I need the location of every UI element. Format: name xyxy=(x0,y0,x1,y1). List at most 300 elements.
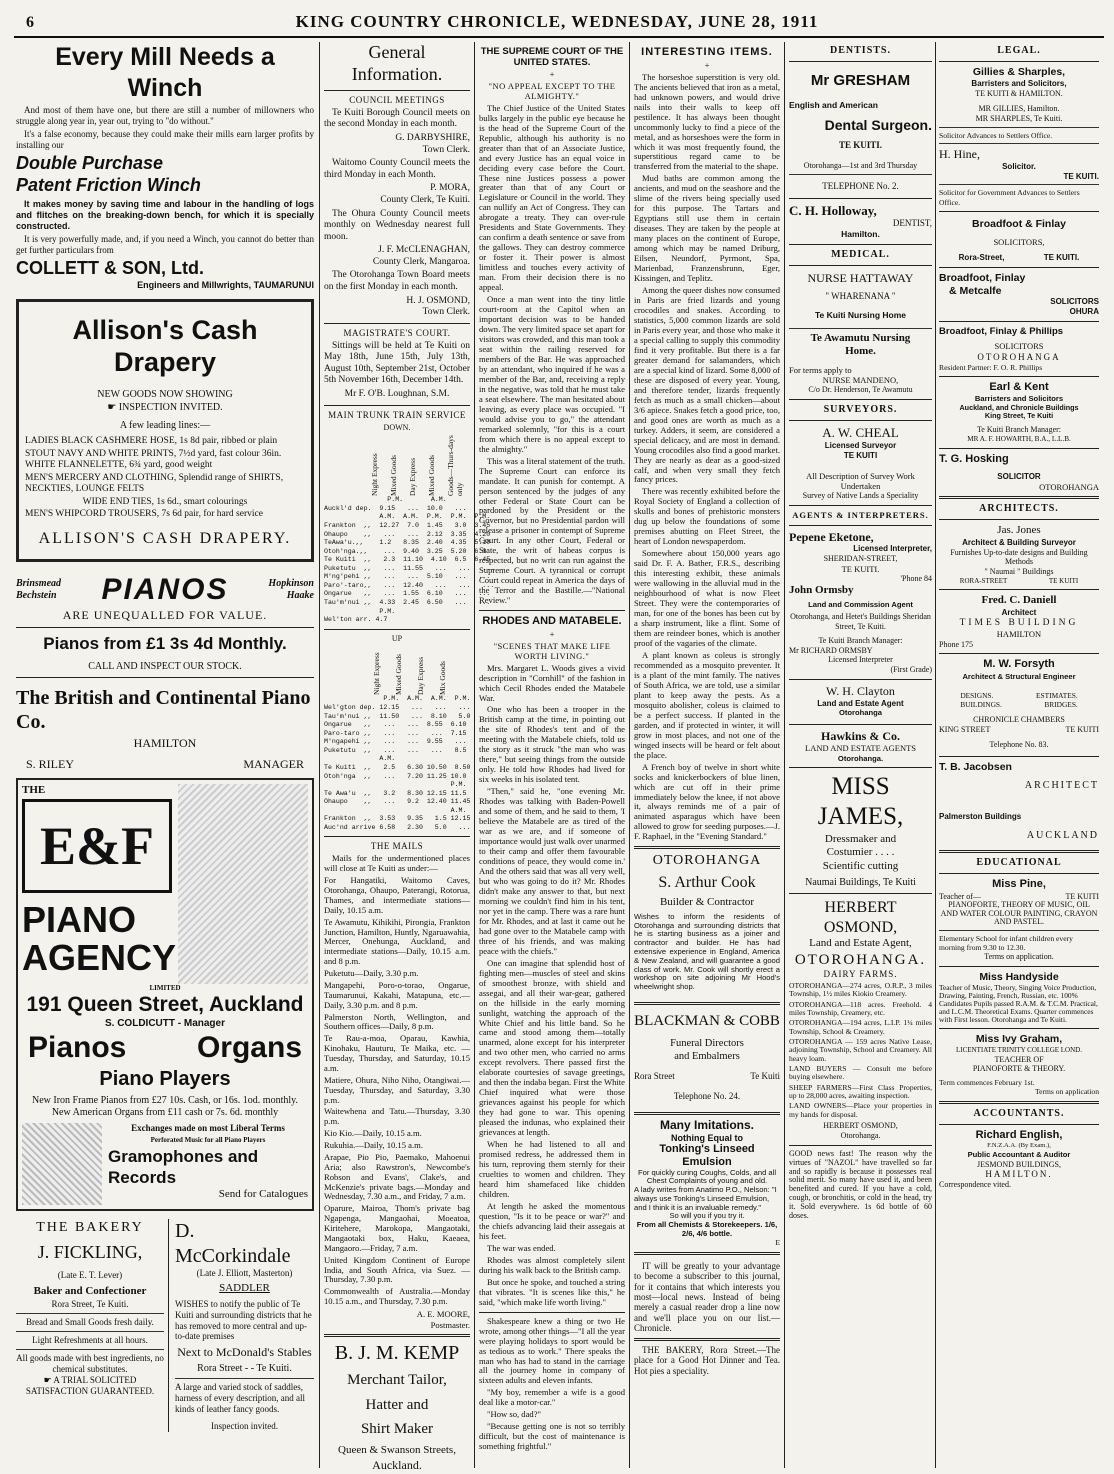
pine-tk: TE KUITI xyxy=(1065,891,1099,901)
kemp-l3: Shirt Maker xyxy=(360,1421,434,1438)
column-rule xyxy=(319,42,320,1468)
mails-sig: A. E. MOORE, xyxy=(416,1309,470,1320)
mc-p: Sittings will be held at Te Kuiti on May 18th, June 15th, July 13th, August 10th, September 21st, October 5th November 16th, December 14th. xyxy=(324,340,470,386)
mi-title: Many Imitations. xyxy=(659,1117,754,1132)
hattaway: NURSE HATTAWAY xyxy=(807,270,914,285)
tanh2: Home. xyxy=(845,345,876,358)
pianos-ad xyxy=(16,572,314,772)
paragraph: This was a literal statement of the truth. The Supreme Court can enforce its mandate. It can punish for contempt. A person sentenced by the judges of any other Federal or State Court can be pardoned by the President or the Governor, but no Presidential pardon will release a prisoner in contempt of Supreme Court. In any other Court, Federal or State, the writ of habeas corpus is respected, but no writ can run against the Supreme Court. A tyrannical or corrupt Court could repeat in America the days of the Terror and the Bastille.—"National Review." xyxy=(479,455,625,606)
masthead xyxy=(0,10,1114,38)
allison-drapery-ad xyxy=(16,299,314,562)
mccorkindale-ad xyxy=(169,1219,314,1432)
bakery-goods: All goods made with best ingredients, no chemical substitutes. xyxy=(16,1352,164,1374)
english: Richard English, xyxy=(975,1128,1063,1141)
forsyth: M. W. Forsyth xyxy=(983,658,1055,671)
mcc-rora: Rora Street - - Te Kuiti. xyxy=(197,1363,292,1375)
farms-list xyxy=(789,982,932,1119)
tk1: TE KUITI. xyxy=(838,139,882,150)
gillies-l5: Solicitor Advances to Settlers Office. xyxy=(939,130,1053,140)
bf1-tk: TE KUITI. xyxy=(1043,253,1080,263)
bcp-city: HAMILTON xyxy=(133,736,197,751)
up-header: Night Express xyxy=(372,652,381,696)
down-header: Day Express xyxy=(408,458,417,497)
james-l1: Dressmaker and xyxy=(824,832,897,845)
up-label: UP xyxy=(391,633,403,643)
ef-pianos: Pianos xyxy=(28,1031,127,1065)
bfm1: Broadfoot, Finlay xyxy=(939,271,1026,284)
ef-the: THE xyxy=(22,783,46,796)
column-rule xyxy=(629,42,630,1468)
page-number: 6 xyxy=(26,14,34,31)
bakery-trade: Baker and Confectioner xyxy=(33,1285,147,1298)
paragraph: Somewhere about 150,000 years ago said Dr. F. A. Bather, F.R.S., describing this interesting exhibit, these animals were wallowing in the alluvial mud in the neighbourhood of what is now Fleet Street. They were the contemporaries of man, for one of the bones has been cut by a sharp instrument, like a flint. Some of them are reindeer bones, which is another proof of the vagaries of the climate. xyxy=(634,548,780,648)
allison-title: Allison's Cash Drapery xyxy=(72,314,258,378)
graham: Miss Ivy Graham, xyxy=(975,1033,1063,1046)
bakery-bread: Bread and Small Goods fresh daily. xyxy=(26,1316,154,1327)
licint: Licensed Interpreter, xyxy=(853,544,932,554)
column-advertisements xyxy=(16,42,314,1468)
ii-body xyxy=(634,73,780,843)
sc-sub: "NO APPEAL EXCEPT TO THE ALMIGHTY." xyxy=(488,81,616,101)
cook-town: OTOROHANGA xyxy=(652,853,762,869)
survey-work: All Description of Survey Work xyxy=(806,470,915,481)
cm3-sig: J. F. McCLENAGHAN, xyxy=(378,245,470,256)
allison-footer: ALLISON'S CASH DRAPERY. xyxy=(38,530,292,548)
mc-sig: Mr F. O'B. Loughnan, S.M. xyxy=(344,388,450,399)
list-item: LADIES BLACK CASHMERE HOSE, 1s 8d pair, ribbed or plain xyxy=(25,435,278,446)
paragraph: LAND BUYERS — Consult me before buying elsewhere. xyxy=(789,1064,932,1082)
down-header: Mixed Goods xyxy=(389,455,398,497)
daniell: Fred. C. Daniell xyxy=(981,594,1057,607)
agents-title: AGENTS & INTERPRETERS. xyxy=(792,510,929,521)
english-b: JESMOND BUILDINGS, xyxy=(976,1159,1061,1169)
handyside-l: Teacher of Music, Theory, Singing Voice Production, Drawing, Painting, French, Russian, etc. 100% Candidates Pupils passed R.A.M. & T.C.M. Practical, and L.C.M. Theoretical Exams. Quarter commences with First lesson. Otorohanga and Te Kuiti. xyxy=(939,982,1098,1025)
ek-l2: Auckland, and Chronicle Buildings xyxy=(959,402,1079,412)
column-professional-directory xyxy=(789,42,932,1468)
ef-piano-agency-ad xyxy=(16,778,314,1212)
paragraph: Arapae, Pio Pio, Paemako, Mahoenui Aria; also Rawstron's, Newcombe's Robson and Evans', Clake's, and McKenzie's private bags.—Monday and Wednesday, 7.30 a.m., and Friday, 7 a.m. xyxy=(324,1151,470,1202)
gresham: Mr GRESHAM xyxy=(810,72,911,90)
kemp-city: Auckland. xyxy=(372,1457,422,1472)
palmerston: Palmerston Buildings xyxy=(939,812,1022,822)
paragraph: The horseshoe superstition is very old. The ancients believed that iron as a metal, had unknown powers, and would drive nails into their walls to keep off pestilence. It has always been thought uncommonly lucky to find a piece of the metal, and as horseshoes were the form in which it was most frequently found, the superstitious regard came to be transferred from the material to the shape. xyxy=(634,71,780,172)
bcp-name: The British and Continental Piano Co. xyxy=(16,686,311,734)
tk2: TE KUITI xyxy=(843,451,878,461)
james-addr: Naumai Buildings, Te Kuiti xyxy=(805,877,916,889)
rm-body xyxy=(479,664,625,1308)
english-h: HAMILTON. xyxy=(985,1169,1053,1180)
ef-agency: AGENCY xyxy=(22,936,177,978)
bakery-trial: ☛ A TRIAL SOLICITED xyxy=(43,1374,137,1385)
masthead-title: KING COUNTRY CHRONICLE, WEDNESDAY, JUNE 28, 1911 xyxy=(295,12,819,31)
paragraph: Matiere, Ohura, Niho Niho, Otangiwai.—Tuesday, Thursday, and Saturday, 3.30 p.m. xyxy=(324,1074,470,1105)
dentist: DENTIST, xyxy=(892,218,932,229)
mails-intro: Mails for the undermentioned places will close at Te Kuiti as under:— xyxy=(324,853,470,874)
kemp-ad xyxy=(324,1341,470,1472)
jones-l3: " Naumai " Buildings xyxy=(984,567,1054,577)
joke1: "My boy, remember a wife is a good deal like a motor-car." xyxy=(479,1387,625,1408)
arch-title: ARCHITECTS. xyxy=(979,503,1059,515)
blackman-cobb-ad xyxy=(634,1013,780,1102)
cm-title: COUNCIL MEETINGS xyxy=(349,94,445,105)
paragraph: Rukuhia.—Daily, 10.15 a.m. xyxy=(324,1140,423,1151)
paragraph: Rhodes was almost completely silent during his walk back to the British camp. xyxy=(479,1254,625,1275)
pine-terms: Terms on application. xyxy=(984,952,1054,962)
gillies-l4: MR SHARPLES, Te Kuiti. xyxy=(975,114,1063,124)
mandeno-co: C/o Dr. Henderson, Te Awamutu xyxy=(808,385,913,395)
forsyth-tk: TE KUITI xyxy=(1065,724,1099,734)
cm3-role: County Clerk, Mangaroa. xyxy=(372,256,470,267)
dairy: DAIRY FARMS. xyxy=(823,968,898,979)
tk-branch: Te Kuiti Branch Manager: xyxy=(818,635,903,645)
cm4-role: Town Clerk. xyxy=(422,307,470,318)
pianos-unequalled: ARE UNEQUALLED FOR VALUE. xyxy=(62,608,268,623)
up-timetable: P.M. A.M. A.M. P.M. Wel'gton dep. 12.15 ... ... ... Tau'm'nui ,, 11.50 ... 8.10 5.0 Ongarue ,, ... ... 8.55 6.10 Paro-taro ,, ... ... ... 7.15 M'ngapehi ,, ... ... 9.55 ... Puketutu ,, ... ... ... 8.5 A.M. Te Kuiti ,, 2.5 6.30 10.50 8.50 Otoh'nga ,, ... 7.20 11.25 10.0 P.M. Te Awa'u ,, 3.2 8.30 12.15 11.5 Ohaupo ,, ... 9.2 12.40 11.45 A.M. Frankton ,, 3.53 9.35 1.5 12.15 Auc'nd arrive 6.58 2.30 5.0 ... xyxy=(324,695,471,831)
cook-trade: Builder & Contractor xyxy=(659,896,755,909)
up-headers xyxy=(324,643,470,695)
mill-sub2: Patent Friction Winch xyxy=(16,174,201,195)
english-l: Public Accountant & Auditor xyxy=(967,1150,1071,1160)
paragraph: One can imagine that splendid host of fighting men—muscles of steel and skins of smoothest bronze, with shield and assegai, and all their war-gear, gathered on the hillside in the early morning sunlight, watching the approach of the White Chief and his little band. So he came and stood among them—totally unarmed, alone except for his interpreter and two other men, who carried no arms except revolvers. There passed first the elaborate courtesies of savage greetings, and then the indaba began. First the White Chief inquired what were those grievances against his people for which they had gone to war. This opening pleased the indunas, who explained their grievances at length. xyxy=(479,957,625,1138)
med-title: MEDICAL. xyxy=(831,248,890,260)
bakery-notice: THE BAKERY, Rora Street.—The place for a Good Hot Dinner and Tea. Hot pies a speciality. xyxy=(634,1344,780,1376)
paragraph: The war was ended. xyxy=(487,1242,556,1253)
land-agent: Land and Commission Agent xyxy=(808,600,913,610)
pianos-call: CALL AND INSPECT OUR STOCK. xyxy=(88,660,242,672)
hosking-otor: OTOROHANGA xyxy=(1039,481,1099,492)
osmond-sig: HERBERT OSMOND, xyxy=(823,1121,898,1131)
paragraph: A plant known as coleus is strongly recommended as a mosquito preventer. It is a plant of the mint family. The natives of South Africa, we are told, use a similar plant to keep away the pests. As a mosquito abolisher, coleus is claimed to be a perfect success. If planted in the garden, and if protected in winter, it will grow in most places, and not one of the winged insects will be heard or felt about the place. xyxy=(634,649,780,760)
ef-piano: PIANO xyxy=(22,899,137,941)
cm1: Te Kuiti Borough Council meets on the second Monday in each month. xyxy=(324,107,470,130)
allison-few: A few leading lines:— xyxy=(119,419,211,431)
bcp-riley: S. RILEY xyxy=(26,757,74,772)
phone84: 'Phone 84 xyxy=(900,574,932,584)
allison-new: NEW GOODS NOW SHOWING xyxy=(97,389,233,401)
licint2: Licensed Interpreter xyxy=(828,655,893,665)
bakery-refresh: Light Refreshments at all hours. xyxy=(32,1334,148,1345)
dental: Dental Surgeon. xyxy=(824,116,932,133)
paragraph: Palmerston North, Wellington, and Southern offices—Daily, 8 p.m. xyxy=(324,1011,470,1032)
mc-title: MAGISTRATE'S COURT. xyxy=(343,327,451,338)
allison-lines xyxy=(25,436,305,521)
paragraph: Te Rau-a-moa, Oparau, Kawhia, Kinohaku, Hauturu, Te Maika, etc. —Tuesday, Thursday, and Saturday, 10.15 a.m. xyxy=(324,1033,470,1073)
ek-l1: Barristers and Solicitors xyxy=(974,394,1064,404)
mill-p2: It's a false economy, because they could make their mills earn larger profits by installing our xyxy=(16,128,314,150)
paragraph: OTOROHANGA—274 acres, O.R.P., 3 miles Township, 1½ miles Kiokio Creamery. xyxy=(789,980,932,999)
daniell-times: TIMES BUILDING xyxy=(959,617,1079,628)
ef-frame: New Iron Frame Pianos from £27 10s. Cash, or 16s. 1od. monthly. New American Organs from £11 cash or 7s. 6d. monthly xyxy=(32,1095,298,1119)
clayton: W. H. Clayton xyxy=(826,683,895,698)
bfp-otor: OTOROHANGA xyxy=(977,351,1061,362)
clayton-l: Land and Estate Agent xyxy=(817,698,904,708)
hosking: T. G. Hosking xyxy=(939,452,1009,465)
down-header: Goods—Thurs-days only xyxy=(446,435,465,497)
nazol: GOOD news fast! The reason why the virtues of "NAZOL" have travelled so far and so rapidly is because it possesses real solid merit. So many have used it, and been benefited and cured. If you have a cold, cough, or bronchitis, or cold in the head, try it. Sold everywhere. 1s 6d bottle of 60 doses. xyxy=(789,1148,932,1221)
paragraph: Oparure, Mairoa, Thom's private bag Ngapenga, Mangaohai, Moeatoa, Kiritehere, Marokopa, Mangaotaki, Mangaotaki box, Haku, Kaeaea, Mangaoro.—Friday, 7 a.m. xyxy=(324,1203,470,1253)
hawkins-l: LAND AND ESTATE AGENTS xyxy=(805,743,916,754)
bottom-ads xyxy=(16,1219,314,1432)
undertaken: Undertaken xyxy=(840,481,881,492)
acc-title: ACCOUNTANTS. xyxy=(973,1107,1065,1119)
eng-am: English and American xyxy=(789,100,878,111)
surv-title: SURVEYORS. xyxy=(823,404,898,416)
ek-l4: Te Kuiti Branch Manager: xyxy=(976,425,1062,435)
mails-list xyxy=(324,876,470,1307)
mcc-p: WISHES to notify the public of Te Kuiti and surrounding districts that he has removed to more central and up-to-date premises xyxy=(175,1298,312,1342)
native: Survey of Native Lands a Speciality xyxy=(802,491,919,501)
graham-l3: PIANOFORTE & THEORY. xyxy=(972,1064,1066,1074)
forsyth-designs: DESIGNS. xyxy=(960,690,994,700)
bakery-title: THE BAKERY xyxy=(36,1220,144,1236)
joke3: "Because getting one is not so terribly difficult, but the cost of maintenance is something frightful." xyxy=(479,1421,625,1452)
list-item: STOUT NAVY AND WHITE PRINTS, 7½d yard, fast colour 36in. WHITE FLANNELETTE, 6¾ yard, good weight xyxy=(25,448,282,471)
column-general-information xyxy=(324,42,495,1472)
paragraph: Among the queer dishes now consumed in Paris are fried lizards and young crocodiles and snakes. According to statistics, 5,000 common lizards are sold in Paris every year, and those who make it a special calling to supply this commodity find it very profitable. But there is a far greater demand for salamanders, which are a special kind of lizard. Some 8,000 of these are disposed of every year. Young, and therefore tender, lizards frequently fetch as much as a small chicken—about 3/6 apiece. Snakes fetch a good price, too, and good ones are worth as much as a turkey. Adders, it seem, are considered a special delicacy, and are most in demand. Young crocodiles also find a good market. They are nearly as dear as a good-sized calf, and when very small they fetch fancy prices. xyxy=(634,285,780,485)
bc-rora: Rora Street xyxy=(634,1070,675,1081)
graham-l1: LICENTIATE TRINITY COLLEGE LOND. xyxy=(956,1046,1082,1055)
forsyth-bridges: BRIDGES. xyxy=(1044,699,1078,709)
allison-inspection: ☛ INSPECTION INVITED. xyxy=(107,401,223,413)
forsyth-cc: CHRONICLE CHAMBERS xyxy=(973,714,1065,724)
mi-p4: From all Chemists & Storekeepers. 1/6, 2/6, 4/6 bottle. xyxy=(636,1220,778,1239)
down-header: Mixed Goods xyxy=(427,455,436,497)
paragraph: Commonwealth of Australia.—Monday 10.15 a.m., and Thursday, 7.30 p.m. xyxy=(324,1286,470,1307)
column-rule xyxy=(935,42,936,1468)
bakery-sat: SATISFACTION GUARANTEED. xyxy=(25,1385,155,1396)
paragraph: OTOROHANGA — 159 acres Native Lease, adjoining Township, School and Creamery. All heavy loam. xyxy=(789,1037,932,1063)
paragraph: At length he asked the momentous question, "Is it to be peace or war?" and the chiefs advancing laid their assegais at his feet. xyxy=(479,1200,625,1241)
paragraph: When he had listened to all and promised redress, he addressed them in his turn, reproving them sternly for their cruelties to women and children. They heard him shamefaced like chidden children. xyxy=(479,1139,625,1199)
hine: H. Hine, xyxy=(939,147,980,162)
cook-p: Wishes to inform the residents of Otorohanga and surrounding districts that he is starting business as a joiner and contractor and builder. He has had extensive experience in England, America & New Zealand, and will guarantee a good class of work. Mr. Cook will shortly erect a workshop on site adjoining Mr Hood's wheelwright shop. xyxy=(634,911,780,992)
terms: For terms apply to xyxy=(789,364,852,375)
ef-players: Piano Players xyxy=(99,1067,231,1090)
jones-l2: Furnishes Up-to-date designs and Building Methods xyxy=(950,547,1088,567)
paragraph: For Hangatiki, Waitomo Caves, Otorohanga, Ohaupo, Paterangi, Rotorua, Thames, and intermediate stations—Daily, 10.15 a.m. xyxy=(324,875,470,915)
rm-sub: "SCENES THAT MAKE LIFE WORTH LIVING." xyxy=(493,640,611,661)
gramophone-illustration xyxy=(22,1123,102,1205)
mill-winch-ad xyxy=(16,42,314,291)
mi-tonking: Tonking's Linseed Emulsion xyxy=(659,1143,755,1168)
kemp-title: B. J. M. KEMP xyxy=(334,1342,460,1365)
mill-sub1: Double Purchase xyxy=(16,152,164,173)
mill-p3: It makes money by saving time and labour in the handling of logs and flitches on the breaking-down bench, for which it is specially constructed. xyxy=(16,198,314,231)
bakery-name: J. FICKLING, xyxy=(37,1242,143,1263)
paragraph: OTOROHANGA—118 acres. Freehold. 4 miles Township, Creamery, etc. xyxy=(789,999,932,1017)
bc-tel: Telephone No. 24. xyxy=(673,1091,741,1102)
dent-title: DENTISTS. xyxy=(830,45,891,56)
gillies: Gillies & Sharples, xyxy=(972,66,1066,79)
kemp-l2: Hatter and xyxy=(365,1396,429,1413)
column-rule xyxy=(474,42,475,1468)
first-grade: (First Grade) xyxy=(890,665,932,675)
pointing-hand-icon: ☛ xyxy=(43,1374,54,1385)
pine-l: PIANOFORTE, THEORY OF MUSIC, OIL AND WATER COLOUR PAINTING, CRAYON AND PASTEL. xyxy=(940,900,1098,927)
mill-p1: And most of them have one, but there are still a number of millowners who struggle along year in, year out, trying to "do without." xyxy=(16,105,314,126)
wharenana: " WHARENANA " xyxy=(825,290,896,301)
english-c: Correspondence vited. xyxy=(939,1180,1011,1190)
pianos-left-brands: Brinsmead Bechstein xyxy=(16,577,62,601)
ek-l5: MR A. F. HOWARTH, B.A., L.L.B. xyxy=(967,434,1071,443)
pine-school: Elementary School for infant children every morning from 9.30 to 12.30. xyxy=(939,933,1073,952)
pepene: Pepene Eketone, xyxy=(789,529,874,544)
paragraph: Puketutu—Daily, 3.30 p.m. xyxy=(324,968,419,979)
cm2-sig: P. MORA, xyxy=(430,183,470,194)
paragraph: Mud baths are common among the ancients, and mud on the seashore and the slime of the rivers being specially used for this purpose. The Tartars and Egyptians still use them in certain diseases. They are taken by the people at many places on the continent of Europe, among which may be named Driburg, Eilsen, Neundorf, Pyrmont, Spa, Marienbad, Franzensbrunn, Eger, Kissingen, and Teplitz. xyxy=(634,173,780,284)
ef-send: Send for Catalogues xyxy=(218,1188,308,1201)
collett-name: COLLETT & SON, Ltd. xyxy=(16,257,204,278)
bf1-sol: SOLICITORS, xyxy=(993,236,1045,247)
ef-gramophones: Gramophones and Records xyxy=(108,1146,259,1187)
hawkins: Hawkins & Co. xyxy=(820,728,900,743)
paragraph: The Chief Justice of the United States bulks largely in the public eye because he is the head of the Supreme Court of the Republic, although his authority is no greater than that of an Associate Justice, and every Justice has an equal voice in deciding every case before the Court. These nine Justices possess a power greater than that of any Court or Legislature or Council in the world. They can nullify an Act of Congress. They can abrogate a treaty. They can over-rule Presidents and State Governments. They can confirm a death sentence or save from the gallows. They can destroy commerce or foster it. Their power is almost limitless and touches every activity of man. From their decision there is no appeal. xyxy=(479,102,625,293)
bfm2: & Metcalfe xyxy=(949,284,1002,297)
mcc-next: Next to McDonald's Stables xyxy=(177,1345,312,1360)
graham-app: Terms on application xyxy=(1035,1087,1099,1097)
bfp-sol: SOLICITORS xyxy=(994,341,1044,352)
paragraph: LAND OWNERS—Place your properties in my hands for disposal. xyxy=(789,1101,932,1119)
james-l3: Scientific cutting xyxy=(822,859,899,872)
cook-ad xyxy=(634,853,780,992)
mill-title: Every Mill Needs a Winch xyxy=(55,43,275,102)
pianos-right-brands: Hopkinson Haake xyxy=(268,577,314,601)
collett-sub: Engineers and Millwrights, TAUMARUNUI xyxy=(137,279,314,290)
paragraph: One who has been a trooper in the British camp at the time, in pointing out the site of Rhodes's tent and of the meeting with the Matabele chiefs, told us the story as it struck "the man who was there," but seeing things from the outside only. He told how Rhodes had lived for six weeks in his isolated tent. xyxy=(479,704,625,785)
hosking-sol: SOLICITOR xyxy=(997,472,1041,482)
masthead-rule xyxy=(14,36,1104,38)
kemp-l1: Merchant Tailor, xyxy=(347,1372,447,1389)
list-item: MEN'S MERCERY AND CLOTHING, Splendid range of SHIRTS, NECKTIES, LOUNGE FELTS xyxy=(25,472,284,495)
sc-body xyxy=(479,104,625,606)
gillies-l3: MR GILLIES, Hamilton. xyxy=(978,104,1060,114)
mcc-saddler: SADDLER xyxy=(219,1282,270,1295)
cm2-role: County Clerk, Te Kuiti. xyxy=(380,194,470,205)
jacobsen-arch: ARCHITECT xyxy=(1024,780,1099,792)
pianos-word: PIANOS xyxy=(101,572,229,606)
bc-title: BLACKMAN & COBB xyxy=(634,1013,780,1030)
rm-title: RHODES AND MATABELE. xyxy=(482,615,622,628)
cm3: The Ohura County Council meets monthly on Wednesday nearest full moon. xyxy=(324,208,470,242)
column-legal-directory xyxy=(939,42,1099,1468)
list-item: WIDE END TIES, 1s 6d., smart colourings xyxy=(82,496,248,507)
bf1-rora: Rora-Street, xyxy=(958,253,1005,263)
bfm-ohura: OHURA xyxy=(1069,307,1099,317)
gillies-l2: TE KUITI & HAMILTON. xyxy=(975,88,1063,98)
up-header: Mixed Goods xyxy=(394,654,403,696)
bfm-sol: SOLICITORS xyxy=(1050,297,1099,307)
osmond-town2: Otorohanga. xyxy=(840,1130,881,1140)
cm2: Waitomo County Council meets the third Monday in each Month. xyxy=(324,158,470,180)
cm4-sig: H. J. OSMOND, xyxy=(406,295,470,306)
tel2: TELEPHONE No. 2. xyxy=(822,180,899,191)
paragraph: United Kingdom Continent of Europe India, and South Africa, via Suez. —Thursday, 7.30 p.m. xyxy=(324,1254,470,1285)
ii-title: INTERESTING ITEMS. xyxy=(641,46,773,58)
paragraph: Te Awamutu, Kihikihi, Pirongia, Frankton Junction, Hamilton, Huntly, Ngaruawahia, Mercer, Onehunga, Auckland, and intermediate stations—Daily, 10.15 a.m. and 8 p.m. xyxy=(324,916,470,967)
jacobsen: T. B. Jacobsen xyxy=(939,761,1012,774)
train-title: MAIN TRUNK TRAIN SERVICE xyxy=(328,409,466,420)
hine-gov: Solicitor for Government Advances to Settlers Office. xyxy=(939,188,1080,207)
mandeno: NURSE MANDENO, xyxy=(822,375,899,386)
paragraph: But once he spoke, and touched a string that vibrates. "It is scenes like this," he said, "which make life worth living." xyxy=(479,1276,625,1307)
down-headers xyxy=(324,432,470,496)
paragraph: A French boy of twelve in short white socks and knickerbockers of blue linen, which are cut off in their prime immediately below the knee, if not above it, always reminds me of a pair of animated asparagus which have been allowed to grow for seeding purposes.—J. F. Raphael, in the "Evening Standard." xyxy=(634,761,780,842)
mi-p3: So will you if you try it. xyxy=(669,1211,745,1221)
shakespeare: Shakespeare knew a thing or two He wrote, among other things—"I all the year were playing holidays to sport would be as tedious as to work." There speaks the man who has had to stand in the carriage all the journey home in company of sixteen adults and eleven infants. xyxy=(479,1315,625,1386)
forsyth-tel: Telephone No. 83. xyxy=(989,740,1049,750)
otor2: Otorohanga. xyxy=(837,753,884,763)
daniell-phone: Phone 175 xyxy=(939,639,973,649)
forsyth-l: Architect & Structural Engineer xyxy=(962,671,1076,681)
bf1: Broadfoot & Finlay xyxy=(972,217,1066,230)
paragraph: There was recently exhibited before the Royal Society of England a collection of skulls and bones of prehistoric monsters dug up below the foundations of some premises abutting on Fleet Street, the heart of London newspaperdom. xyxy=(634,486,780,547)
paragraph: Mangapehi, Poro-o-torao, Ongarue, Taumarunui, Kakahi, Matapuna, etc.—Daily, 3.30 p.m. and 8 p.m. xyxy=(324,979,470,1010)
paragraph: OTOROHANGA—194 acres, L.I.P. 1¼ miles Township, School & Creamery. xyxy=(789,1018,932,1036)
hine-tk: TE KUITI. xyxy=(1063,171,1099,181)
jones-rora: RORA-STREET xyxy=(959,576,1008,585)
ormsby: John Ormsby xyxy=(789,583,854,596)
mi-e: E xyxy=(775,1237,780,1247)
mcc-inspection: Inspection invited. xyxy=(211,1421,278,1432)
tanh1: Te Awamutu Nursing xyxy=(810,331,911,344)
cm1-role: Town Clerk. xyxy=(422,144,470,155)
james: MISS JAMES, xyxy=(817,772,904,831)
ormsby-addr: Otorohanga, and Hetet's Buildings Sheridan Street, Te Kuiti. xyxy=(790,612,931,632)
sc-title: THE SUPREME COURT OF THE UNITED STATES. xyxy=(480,46,624,69)
james-l2: Costumier . . . . xyxy=(826,846,895,859)
auckland: AUCKLAND xyxy=(1026,829,1099,841)
mcc-late: (Late J. Elliott, Masterton) xyxy=(196,1268,293,1279)
ef-manager: S. COLDICUTT - Manager xyxy=(104,1017,225,1029)
column-interesting-items: INTERESTING ITEMS. + The horseshoe superstition is very old. The ancients believed that iron as a metal, had unknown powers, and would drive nails into their walls to keep off pestilence. It has always been thought uncommonly lucky to find a piece of the metal, and as horseshoes were the form in which it was most frequently found, the superstitious regard came to be transferred from the material to the shape. Mud baths are common among the ancients, and mud on the seashore and the slime of the rivers being specially used for this purpose. The Tartars and Egyptians still use them in certain diseases. They are taken by the people at many places on the continent of Europe, among which may be named Driburg, Eilsen, Neundorf, Pyrmont, Spa, Marienbad, Franzensbrunn, Eger, Kissingen, and Teplitz. Among the queer dishes now consumed in Paris are fried lizards and young crocodiles and snakes. According to statistics, 5,000 common lizards are sold in Paris every year, and those who make it a special calling to supply this commodity find it very profitable. But there is a far greater demand for salamanders, which are a special kind of lizard. Some 8,000 of these are disposed of every year. Young, and therefore tender, lizards frequently fetch as much as a small chicken—about 3/6 apiece. Snakes fetch a good price, too, and good ones are worth as much as a turkey. Adders, it seem, are considered a special delicacy, and are most in demand. Young crocodiles also find a good market. They are nearly as dear as a good-sized calf, and when very small they fetch fancy prices. There was recently exhibited before the Royal Society of England a collection of skulls and bones of prehistoric monsters dug up below the foundations of some premises abutting on Fleet Street, the heart of London newspaperdom. Somewhere about 150,000 years ago said Dr. F. A. Bather, F.R.S., describing this interesting exhibit, these animals were wallowing in the alluvial mud in the neighbourhood of what is now Fleet Street. They were the contemporaries of man, for one of the bones has been cut by a sharp instrument, like a flint. Some of them are reindeer bones, which is another proof of the vagaries of the climate. A plant known as coleus is strongly recommended as a mosquito preventer. It is a plant of the mint family. The natives of South Africa, we are told, use a similar plant to keep away the pests. As a mosquito abolisher, coleus is claimed to be a perfect success. If planted in the garden, and if protected in winter, it will grow in most places, and not one of the winged insects will be heard or felt about the place. A French boy of twelve in short white socks and knickerbockers of blue linen, which are cut off in their prime immediately below the knee, if not above it, always reminds me of a pair of animated asparagus which have been allowed to grow for seeding purposes.—J. F. Raphael, in the "Evening Standard." OTOROHANGA S. Arthur Cook Builder & Contractor Wishes to inform the residents of Otorohanga and surrounding districts that he is starting business as a joiner and contractor and builder. He has had extensive experience in England, America & New Zealand, and will guarantee a good class of work. Mr. Cook will shortly erect a workshop on site adjoining Mr Hood's wheelwright shop. BLACKMAN & COBB Funeral Directors and Embalmers Rora Street Te Kuiti Telephone No. 24. Many Imitations. Nothing Equal to Tonking's Linseed Emulsion For quickly curing Coughs, Colds, and all Chest Complaints of young and old. A lady writes from Anatimo P.O., Nelson: "I always use Tonking's Linseed Emulsion, and I think it is an invaluable remedy." So will you if you try it. From all Chemists & Storekeepers. 1/6, 2/6, 4/6 bottle. E IT will be greatly to your advantage to become a subscriber to this journal, for it contains that which interests you most—local news. Instead of being merely a casual reader drop a line now and we'll place you on our list.—Chronicle. THE BAKERY, Rora Street.—The place for a Good Hot Dinner and Tea. Hot pies a speciality. xyxy=(634,46,780,1376)
mails-title: THE MAILS xyxy=(370,841,424,852)
bcp-manager: MANAGER xyxy=(243,757,304,772)
forsyth-buildings: BUILDINGS. xyxy=(960,699,1002,709)
bakery-ad xyxy=(16,1219,169,1432)
otor-days: Otorohanga—1st and 3rd Thursday xyxy=(803,160,918,170)
column-articles: THE SUPREME COURT OF THE UNITED STATES. + "NO APPEAL EXCEPT TO THE ALMIGHTY." The Chief Justice of the United States bulks largely in the public eye because he is the head of the Supreme Court of the Republic, although his authority is no greater than that of an Associate Justice, and every Justice has an equal voice in deciding every case before the Court. These nine Justices possess a power greater than that of any Court or Legislature or Council in the world. They can nullify an Act of Congress. They can abrogate a treaty. They can over-rule Presidents and State Governments. They can confirm a death sentence or save from the gallows. They can destroy commerce or foster it. Their power is almost limitless and touches every activity of man. From their decision there is no appeal. Once a man went into the tiny little court-room at the Capitol when an important decision was to be handed down. The very limited space set apart for visitors was crowded, and this man took a seat within the railing reserved for members of the Bar. He was approached by an attendant, who inquired if he was a member of the Bar, and, receiving a reply in the negative, was told that he must take a seat elsewhere. The man hesitated about leaving, as every place was occupied. "I would advise you to go," the attendant remarked solemnly, "for this is a court from which there is no appeal except to the almighty." This was a literal statement of the truth. The Supreme Court can enforce its mandate. It can punish for contempt. A person sentenced by the judges of any other Federal or State Court can be pardoned by the President or the Governor, but no Presidential pardon will release a prisoner in contempt of Supreme Court. In any other Court, Federal or State, the writ of habeas corpus is respected, but no writ can run against the Supreme Court. A tyrannical or corrupt Court could repeat in America the days of the Terror and the Bastille.—"National Review." RHODES AND MATABELE. + "SCENES THAT MAKE LIFE WORTH LIVING." Mrs. Margaret L. Woods gives a vivid description in "Cornhill" of the fashion in which Cecil Rhodes ended the Matabele War. One who has been a trooper in the British camp at the time, in pointing out the site of Rhodes's tent and of the meeting with the Matabele chiefs, told us the story as it struck "the man who was there," but seeing things from the outside only. He told how Rhodes had lived for six weeks in his isolated tent. "Then," said he, "one evening Mr. Rhodes was talking with Baden-Powell and some of them, and he said to them, 'I believe the Matabele are as tired of the war as we are, and if someone of importance would just walk over unarmed to their camp and offer them favourable conditions of peace, they would come in.' And the others said that was all very well, but who was going to do it? Mr. Rhodes didn't make any answer to that, but next morning we couldn't find him in his tent, nor yet in the camp. There was a rare hunt for Mr. Rhodes, and at last it came out he had gone over to the Matabele camp with three of his friends, and was making peace with the chiefs." One can imagine that splendid host of fighting men—muscles of steel and skins of smoothest bronze, with shield and assegai, and all their war-gear, gathered on the hillside in the early morning sunlight, watching the approach of the White Chief and his little band. So he came and stood among them—totally unarmed, alone except for his interpreter and two other men, who carried no arms except revolvers. There passed first the elaborate courtesies of savage greetings, and then the indaba began. First the White Chief inquired what were those grievances against his people for which they had gone to war. This opening pleased the indunas, who explained their grievances at length. When he had listened to all and promised redress, he addressed them in his turn, reproving them sternly for their cruelties to women and children. They heard him shamefaced like chidden children. At length he asked the momentous question, "Is it to be peace or war?" and the chiefs advancing laid their assegais at his feet. The war was ended. Rhodes was almost completely silent during his walk back to the British camp. But once he spoke, and touched a string that vibrates. "It is scenes like this," he said, "which make life worth living." Shakespeare knew a thing or two He wrote, among other things—"I all the year were playing holidays to sport would be as tedious as to work." There speaks the man who has had to stand in the carriage all the journey home in company of sixteen adults and eleven infants. "My boy, remember a wife is a good deal like a motor-car." "How so, dad?" "Because getting one is not so terribly difficult, but the cost of maintenance is something frightful." xyxy=(479,46,625,1452)
piano-illustration xyxy=(178,784,308,984)
jones-tk: TE KUITI xyxy=(1048,576,1079,585)
kemp-addr: Queen & Swanson Streets, xyxy=(338,1444,456,1457)
mi-p1: For quickly curing Coughs, Colds, and all Chest Complaints of young and old. xyxy=(637,1167,777,1186)
mails-role: Postmaster. xyxy=(430,1319,470,1330)
down-timetable: P.M. A.M. Auckl'd dep. 9.15 ... 10.0 ... ... A.M. A.M. P.M. P.M. P.M. Frankton ,, 12.27 7.0 1.45 3.0 3.45 Ohaupo ,, ... ... 2.12 3.35 4.20 TeAwa'u.,, 1.2 8.35 2.40 4.35 5.10 Otoh'nga.,, ... 9.40 3.25 5.20 6.0 Te Kuiti ,, 2.3 11.10 4.10 6.5 6.45 Puketutu ,, ... 11.55 ... ... ... M'ng'pehi ,, ... ... 5.10 ... ... Paro'-taro,, ... 12.40 ... ... ... Ongarue ,, ... 1.55 6.10 ... ... Tau'm'nui ,, 4.33 2.45 6.50 ... ... P.M. Wel'ton arr. 4.7 xyxy=(324,496,495,624)
up-header: Day Express xyxy=(416,657,425,696)
pianos-from: Pianos from £1 3s 4d Monthly. xyxy=(43,633,287,653)
tknh: Te Kuiti Nursing Home xyxy=(815,309,906,320)
cook-name: S. Arthur Cook xyxy=(658,873,756,891)
down-label: DOWN. xyxy=(383,422,411,432)
bakery-addr: Rora Street, Te Kuiti. xyxy=(51,1298,129,1309)
up-header: Mix Goods xyxy=(438,661,447,696)
bc-l1: Funeral Directors xyxy=(670,1038,744,1050)
osmond-town: OTOROHANGA. xyxy=(794,951,927,968)
mi-p2: A lady writes from Anatimo P.O., Nelson: "I always use Tonking's Linseed Emulsion, and I think it is an invaluable remedy." xyxy=(634,1185,777,1212)
down-header: Night Express xyxy=(370,453,379,497)
cm1-sig: G. DARBYSHIRE, xyxy=(395,133,470,144)
hamilton: Hamilton. xyxy=(841,229,880,240)
paragraph: Mrs. Margaret L. Woods gives a vivid description in "Cornhill" of the fashion in which Cecil Rhodes ended the Matabele War. xyxy=(479,662,625,703)
joke2: "How so, dad?" xyxy=(487,1409,542,1420)
mcc-stock: A large and varied stock of saddles, harness of every description, and all kinds of leather fancy goods. xyxy=(175,1382,305,1415)
ek: Earl & Kent xyxy=(989,381,1049,394)
ef-address: 191 Queen Street, Auckland xyxy=(26,993,304,1017)
daniell-ham: HAMILTON xyxy=(996,629,1042,640)
bfp: Broadfoot, Finlay & Phillips xyxy=(939,325,1064,337)
paragraph: SHEEP FARMERS—First Class Properties, up to 28,000 acres, awaiting inspection. xyxy=(789,1082,932,1101)
paragraph: "Then," said he, "one evening Mr. Rhodes was talking with Baden-Powell and some of them, and he said to them, 'I believe the Matabele are as tired of the war as we are, and if someone of importance would just walk over unarmed to their camp and offer them favourable conditions of peace, they would come in.' And the others said that was all very well, but who was going to do it? Mr. Rhodes didn't make any answer to that, but next morning we couldn't find him in his tent, nor yet in the camp. There was a rare hunt for Mr. Rhodes, and at last it came out he had gone over to the Matabele camp with three of his friends, and was making peace with the chiefs." xyxy=(479,786,625,956)
